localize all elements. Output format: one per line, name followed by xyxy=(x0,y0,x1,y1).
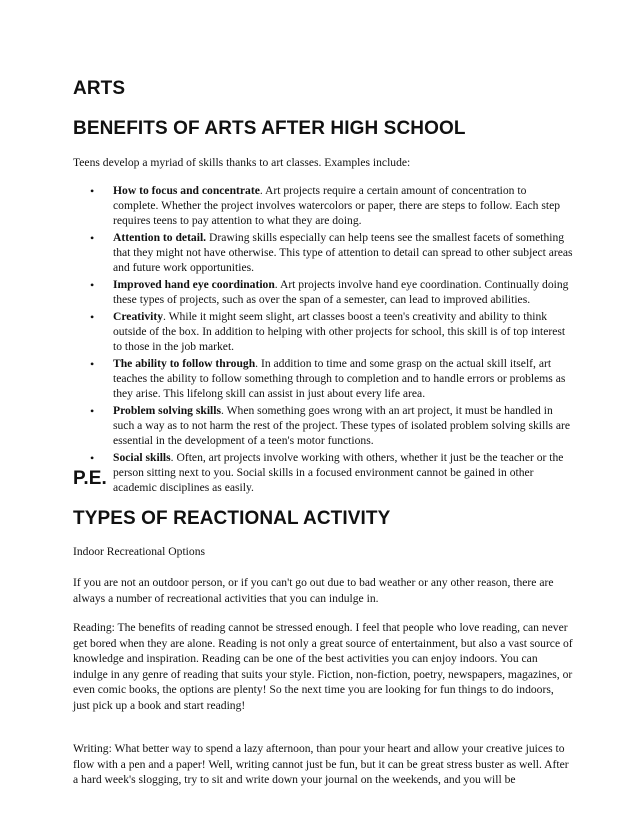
bullet-text: . Art projects require a certain amount of concentration to complete. Whether the project involves watercolors or paper, there are steps to follow. Each step requires teens to pay attention to what they are doing. xyxy=(113,184,561,227)
list-item xyxy=(73,184,573,228)
list-item xyxy=(73,231,573,275)
bullet-text: . When something goes wrong with an art project, it must be handled in such a way as to not harm the rest of the project. These types of isolated problem solving skills are essential in the development of a teen's motor functions. xyxy=(113,404,570,447)
paragraph-intro: If you are not an outdoor person, or if you can't go out due to bad weather or any other reason, there are always a number of recreational activities that you can indulge in. xyxy=(73,576,554,605)
list-item xyxy=(73,357,573,401)
indoor-options-label: Indoor Recreational Options xyxy=(73,545,206,558)
list-item xyxy=(73,310,573,354)
bullet-title: Creativity xyxy=(113,310,164,324)
bullet-title: The ability to follow through xyxy=(113,357,256,371)
bullet-icon: • xyxy=(90,451,95,466)
bullet-text: . While it might seem slight, art classes boost a teen's creativity and ability to think outside of the box. In addition to helping with other projects for school, this skill is of top interest to those in the job market. xyxy=(113,310,566,353)
paragraph-writing: Writing: What better way to spend a lazy afternoon, than pour your heart and allow your creative juices to flow with a pen and a paper! Well, writing cannot just be fun, but it can be great stress buster as well. After a hard week's slogging, try to sit and write down your journal on the weekends, and you will be xyxy=(73,742,569,786)
bullet-title: Social skills xyxy=(113,451,171,465)
pe-subheading: TYPES OF REACTIONAL ACTIVITY xyxy=(73,508,391,529)
list-item xyxy=(73,278,573,308)
bullet-icon: • xyxy=(90,277,95,292)
bullet-icon: • xyxy=(90,404,95,419)
bullet-title: Attention to detail. xyxy=(113,230,207,244)
bullet-icon: • xyxy=(90,357,95,372)
bullet-text: . Often, art projects involve working with others, whether it just be the teacher or the person sitting next to you. Social skills in a focused environment cannot be gained in other academic disciplines as easily. xyxy=(113,451,564,494)
bullet-icon: • xyxy=(90,310,95,325)
bullet-title: Problem solving skills xyxy=(113,404,222,418)
bullet-text: . Art projects involve hand eye coordination. Continually doing these types of projects, such as over the span of a semester, can lead to improved abilities. xyxy=(113,277,569,306)
bullet-icon: • xyxy=(90,184,95,198)
bullet-text: Drawing skills especially can help teens see the smallest facets of something that they might not have otherwise. This type of attention to detail can spread to other subject areas and future work opportunities. xyxy=(113,230,573,274)
bullet-title: How to focus and concentrate xyxy=(113,184,260,197)
arts-subheading: BENEFITS OF ARTS AFTER HIGH SCHOOL xyxy=(73,118,466,139)
list-item xyxy=(73,404,573,448)
bullet-title: Improved hand eye coordination xyxy=(113,277,275,291)
arts-intro: Teens develop a myriad of skills thanks to art classes. Examples include: xyxy=(73,156,411,169)
list-item xyxy=(73,451,573,495)
bullet-icon: • xyxy=(90,230,95,245)
paragraph-reading: Reading: The benefits of reading cannot be stressed enough. I feel that people who love reading, can never get bored when they are alone. Reading is not only a great source of entertainment, but also a vast source of knowledge and inspiration. Reading can be one of the best activities you can enjoy indoors. You can indulge in any genre of reading that suits your style. Fiction, non-fiction, poetry, newspapers, magazines, or even comic books, the options are plenty! So the next time you are looking for fun things to do indoors, just pick up a book and start reading! xyxy=(73,621,573,712)
arts-benefits-list xyxy=(73,184,573,498)
bullet-text: . In addition to time and some grasp on the actual skill itself, art teaches the ability to follow something through to completion and to handle errors or problems as they arise. This lifelong skill can assist in just about every life area. xyxy=(113,357,566,400)
arts-heading: ARTS xyxy=(73,78,126,99)
pe-heading: P.E. xyxy=(73,468,107,489)
